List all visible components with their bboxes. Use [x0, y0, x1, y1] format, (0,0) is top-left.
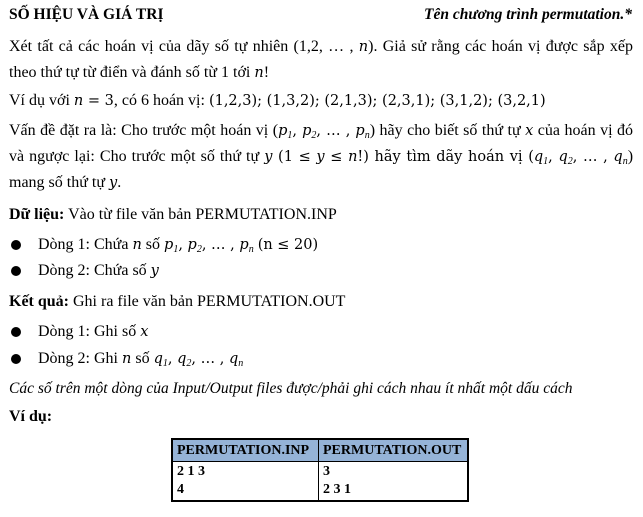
table-header-row — [172, 439, 468, 462]
intro-paragraph: Xét tất cả các hoán vị của dãy số tự nhiên (1,2, … , n). Giả sử rằng các hoán vị được sắp xếp theo thứ tự từ điển và đánh số từ 1 tới n! — [9, 38, 634, 81]
format-note: Các số trên một dòng của Input/Output files được/phải ghi cách nhau ít nhất một dấu cách — [9, 380, 573, 397]
output-line: 2 3 1 — [323, 482, 351, 497]
bullet-icon — [11, 240, 21, 250]
table-header-output: PERMUTATION.OUT — [319, 439, 469, 462]
table-header-input: PERMUTATION.INP — [172, 439, 319, 462]
input-line: 2 1 3 — [177, 464, 205, 479]
output-section-heading: Kết quả: Ghi ra file văn bản PERMUTATION.OUT — [9, 293, 346, 310]
example-table — [171, 438, 469, 502]
program-name: Tên chương trình permutation.* — [424, 6, 632, 23]
example-heading: Ví dụ: — [9, 408, 53, 425]
input-line: 4 — [177, 482, 184, 497]
bullet-icon — [11, 266, 21, 276]
problem-paragraph: Vấn đề đặt ra là: Cho trước một hoán vị ($p_1$, $p_2$, … , $p_n$) hãy cho biết số thứ tự x của hoán vị đó và ngược lại: Cho trước một số thứ tự y (1 ≤ y ≤ n!) hãy tìm dãy hoán vị ($q_1$, $q_2$, … , $q_n$) mang số thứ tự y. — [9, 122, 634, 191]
input-section-heading: Dữ liệu: Vào từ file văn bản PERMUTATION.INP — [9, 206, 337, 223]
bullet-icon — [11, 327, 21, 337]
output-cell — [319, 462, 469, 502]
table-row — [172, 462, 468, 502]
header — [9, 6, 632, 28]
document-page: SỐ HIỆU VÀ GIÁ TRỊ Tên chương trình permutation.* Xét tất cả các hoán vị của dãy số tự nhiên (1,2, … , n). Giả sử rằng các hoán vị được sắp xếp theo thứ tự từ điển và đánh số từ 1 tới n! Ví dụ với n = 3, có 6 hoán vị: (1,2,3); (1,3,2); (2,1,3); (2,3,1); (3,1,2); (3,2,1) Vấn đề đặt ra là: Cho trước một hoán vị ($p_1$, $p_2$, … , $p_n$) hãy cho biết số thứ tự x của hoán vị đó và ngược lại: Cho trước một số thứ tự y (1 ≤ y ≤ n!) hãy tìm dãy hoán vị ($q_1$, $q_2$, … , $q_n$) mang số thứ tự y. Dữ liệu: Vào từ file văn bản PERMUTATION.INP Dòng 1: Chứa n số $p_1$, $p_2$, … , $p_n$ (n ≤ 20) Dòng 2: Chứa số y Kết quả: Ghi ra file văn bản PERMUTATION.OUT Dòng 1: Ghi số x Dòng 2: Ghi n số $q_1$, $q_2$, … , $q_n$ Các số trên một dòng của Input/Output files được/phải ghi cách nhau ít nhất một dấu cách Ví dụ: PERMUTATION.INP PERMUTATION.OUT 2 1 3 4 3 2 3 1 — [0, 0, 643, 517]
problem-title: SỐ HIỆU VÀ GIÁ TRỊ — [9, 6, 164, 23]
input-cell — [172, 462, 319, 502]
output-line: 3 — [323, 464, 330, 479]
bullet-icon — [11, 354, 21, 364]
example-paragraph: Ví dụ với n = 3, có 6 hoán vị: (1,2,3); (1,3,2); (2,1,3); (2,3,1); (3,1,2); (3,2,1) — [9, 92, 546, 109]
